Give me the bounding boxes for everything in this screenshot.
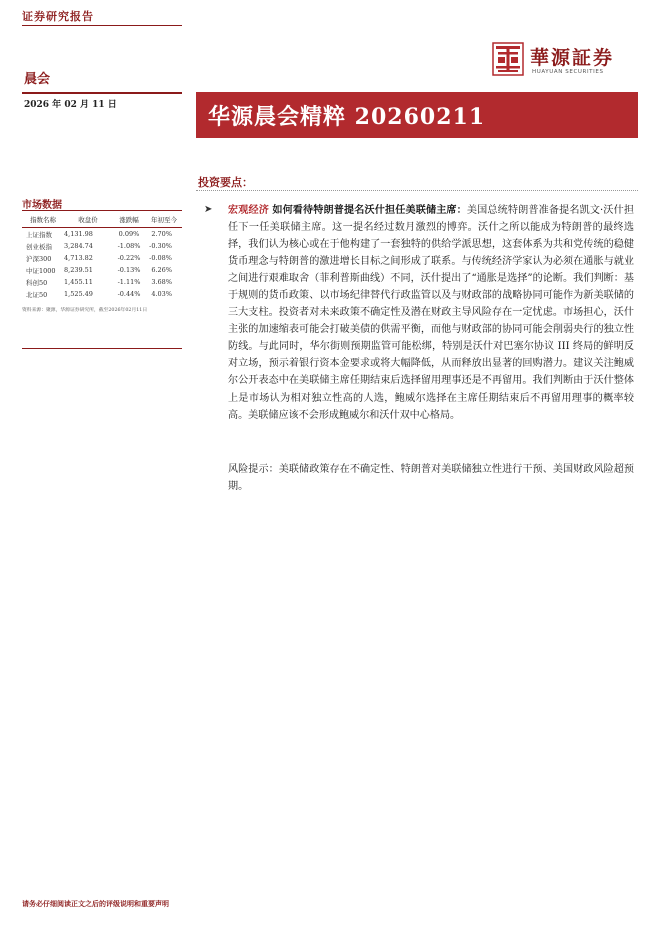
daily-change: 0.09% — [118, 230, 140, 238]
column-header: 涨跌幅 — [112, 212, 146, 228]
column-header: 收盘价 — [64, 212, 112, 228]
paragraph-body: 美国总统特朗普准备提名凯文·沃什担任下一任美联储主席。这一提名经过数月激烈的博弈。沃什之所以能成为特朗普的最终选择，我们认为核心或在于他构建了一套独特的供给学派思想，这套体系为共和党传统的稳健货币理念与特朗普的激进增长目标之间形成了联系。与传统经济学家认为必须在通胀与就业之间进行艰难取舍（菲利普斯曲线）不同，沃什提出了“通胀是选择”的论断。我们判断：基于规则的货币政策、以市场纪律替代行政监管以及与财政部的战略协同可能作为新美联储的三大支柱。投资者对未来政策不确定性及潜在财政主导风险存在一定忧虑。市场担心，沃什主张的加速缩表可能会打破美债的供需平衡，而他与财政部的协同可能会削弱央行的独立性防线。与此同时，华尔街则预期监管可能松绑，特别是沃什对巴塞尔协议 III 终局的鲜明反对立场，预示着银行资本金要求或将大幅降低，从而释放出显著的回购潜力。建议关注鲍威尔公开表态中在美联储主席任期结束后选择留用理事还是不再留用。我们判断由于沃什整体上是市场认为相对独立性高的人选，鲍威尔选择在主席任期结束后不再留用理事的概率较高。美联储应该不会形成鲍威尔和沃什双中心格局。 — [228, 205, 634, 421]
close-price: 4,131.98 — [64, 230, 93, 238]
macro-paragraph — [228, 202, 634, 424]
company-logo — [492, 42, 632, 82]
close-price: 1,455.11 — [64, 278, 93, 286]
daily-change: -0.22% — [117, 254, 141, 262]
table-row — [22, 240, 182, 252]
ytd-change: -0.08% — [149, 254, 172, 262]
close-price: 4,713.82 — [64, 254, 93, 262]
title-banner — [196, 92, 638, 138]
ytd-change: 3.68% — [151, 278, 172, 286]
topic-tag: 宏观经济 — [228, 205, 269, 216]
logo-name-cn: 華源証券 — [530, 47, 615, 69]
logo-name-en: HUAYUAN SECURITIES — [532, 69, 604, 75]
risk-warning: 风险提示：美联储政策存在不确定性、特朗普对美联储独立性进行干预、美国财政风险超预期。 — [228, 464, 634, 493]
index-name: 上证指数 — [26, 230, 52, 239]
ytd-change: 6.26% — [151, 266, 172, 274]
daily-change: -0.13% — [117, 266, 141, 274]
ytd-change: 2.70% — [151, 230, 172, 238]
section-divider — [22, 92, 182, 94]
index-name: 沪深300 — [26, 254, 52, 263]
ytd-change: -0.30% — [149, 242, 172, 250]
bullet-arrow-icon: ➤ — [204, 204, 213, 215]
market-data-heading: 市场数据 — [22, 200, 62, 211]
market-data-source: 资料来源：聚源，华源证券研究所，截至2026年02月11日 — [22, 308, 148, 313]
page-title: 华源晨会精粹 20260211 — [208, 104, 486, 130]
ytd-change: 4.03% — [151, 290, 172, 298]
report-date: 2026 年 02 月 11 日 — [24, 100, 117, 110]
market-data-table — [22, 212, 182, 300]
table-header-row — [22, 212, 182, 228]
daily-change: -1.08% — [117, 242, 141, 250]
table-row — [22, 288, 182, 300]
index-name: 北证50 — [26, 290, 48, 299]
close-price: 1,525.49 — [64, 290, 93, 298]
market-bottom-divider — [22, 348, 182, 349]
top-divider — [22, 25, 182, 26]
index-name: 创业板指 — [26, 242, 52, 251]
footer-disclaimer: 请务必仔细阅读正文之后的评级说明和重要声明 — [22, 899, 169, 908]
key-points-divider — [196, 190, 638, 191]
daily-change: -0.44% — [117, 290, 141, 298]
key-points-heading: 投资要点： — [198, 176, 253, 189]
close-price: 3,284.74 — [64, 242, 93, 250]
table-row — [22, 264, 182, 276]
index-name: 科创50 — [26, 278, 48, 287]
table-row — [22, 276, 182, 288]
column-header: 年初至今 — [146, 212, 182, 228]
daily-change: -1.11% — [117, 278, 141, 286]
index-name: 中证1000 — [26, 266, 56, 275]
paragraph-lead: 如何看待特朗普提名沃什担任美联储主席： — [272, 205, 467, 216]
section-label: 晨会 — [24, 72, 51, 87]
column-header: 指数名称 — [22, 212, 64, 228]
close-price: 8,239.51 — [64, 266, 93, 274]
huayuan-logo-icon — [492, 42, 524, 76]
table-row — [22, 228, 182, 241]
table-row — [22, 252, 182, 264]
market-divider — [22, 210, 182, 211]
report-type-label: 证券研究报告 — [22, 10, 94, 23]
